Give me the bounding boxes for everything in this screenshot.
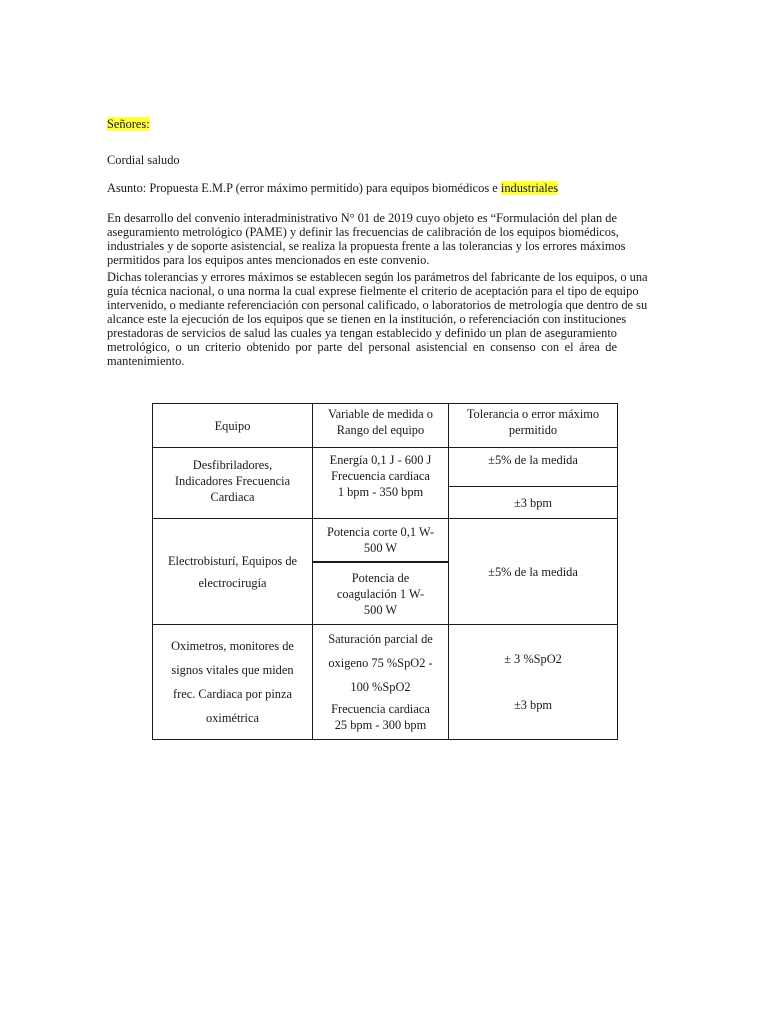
row2-variable-text: Potencia de: [351, 570, 410, 585]
row3-equipo-text: oximétrica: [206, 711, 259, 725]
header-tolerancia-text: Tolerancia o error máximo: [466, 407, 600, 421]
row2-variable-text: 500 W: [363, 541, 398, 555]
row2-equipo-text: electrocirugía: [198, 575, 267, 590]
row3-variable-text: Frecuencia cardiaca: [331, 702, 430, 716]
row3-variable: [313, 625, 448, 739]
row1-equipo: [153, 448, 312, 514]
row1-equipo-text: Indicadores Frecuencia: [174, 474, 291, 488]
header-equipo-text: Equipo: [214, 418, 251, 433]
row1-tolerancia-b: [449, 487, 617, 518]
row1-variable: [313, 448, 448, 510]
tolerance-table: [152, 403, 618, 740]
paragraph-2-line: intervenido, o mediante referenciación con personal calificado, o laboratorios de metrología que dentro de su: [107, 298, 648, 312]
row2-variable-b: [313, 563, 448, 624]
row1-variable-text: Energía 0,1 J - 600 J: [329, 453, 432, 467]
row1-variable-text: 1 bpm - 350 bpm: [337, 485, 424, 499]
paragraph-2: [107, 270, 648, 368]
salutation: [107, 117, 150, 132]
row1-tolerancia-a: [449, 448, 617, 476]
paragraph-2-line: alcance este la ejecución de los equipos que se tienen en la institución, o referenciación con instituciones: [107, 312, 627, 326]
row1-variable-text: Frecuencia cardiaca: [331, 469, 430, 483]
paragraph-1-line: aseguramiento metrológico (PAME) y definir las frecuencias de calibración de los equipos biomédicos,: [107, 225, 619, 239]
subject-line: [107, 181, 558, 196]
row3-equipo-text: frec. Cardiaca por pinza: [172, 687, 293, 701]
paragraph-2-line: mantenimiento.: [107, 354, 185, 368]
header-variable-text: Rango del equipo: [336, 423, 425, 437]
paragraph-2-line: guía técnica nacional, o una norma la cual exprese fielmente el criterio de aceptación para el tipo de equipo: [107, 284, 639, 298]
row2-tolerancia-text: ±5% de la medida: [488, 564, 578, 579]
row1-tolerancia-text: ±5% de la medida: [488, 453, 578, 467]
row2-variable-text: coagulación 1 W-: [336, 586, 425, 601]
row1-equipo-text: Desfibriladores,: [192, 458, 273, 472]
row3-tolerancia: [449, 625, 617, 739]
paragraph-1-line: permitidos para los equipos antes mencionados en este convenio.: [107, 253, 430, 267]
row3-variable-b: [331, 701, 430, 733]
row2-equipo-text: Electrobisturí, Equipos de: [167, 553, 298, 568]
paragraph-2-line: metrológico, o un criterio obtenido por parte del personal asistencial en consenso con el área de: [107, 340, 617, 354]
subject-highlight: industriales: [500, 181, 559, 195]
header-tolerancia-text: permitido: [508, 423, 558, 437]
row3-variable-text: 25 bpm - 300 bpm: [334, 718, 427, 732]
row3-equipo-text: Oximetros, monitores de: [171, 639, 294, 653]
row3-equipo-text: signos vitales que miden: [171, 663, 294, 677]
row3-variable-a: [328, 627, 433, 699]
row3-tolerancia-text: ± 3 %SpO2: [504, 652, 562, 666]
paragraph-2-line: Dichas tolerancias y errores máximos se establecen según los parámetros del fabricante de los equipos, o una: [107, 270, 648, 284]
greeting: Cordial saludo: [107, 153, 180, 167]
subject-prefix: Asunto: Propuesta E.M.P (error máximo permitido) para equipos biomédicos e: [107, 181, 501, 195]
header-variable-text: Variable de medida o: [328, 407, 433, 421]
row3-variable-text: Saturación parcial de: [328, 632, 433, 646]
row2-variable-a: [313, 519, 448, 561]
salutation-text: Señores:: [107, 117, 150, 131]
paragraph-2-line: prestadoras de servicios de salud las cuales ya tengan establecido y definido un plan de aseguramiento: [107, 326, 617, 340]
paragraph-1-line: industriales y de soporte asistencial, se realiza la propuesta frente a las tolerancias y los errores máximos: [107, 239, 626, 253]
row1-equipo-text: Cardiaca: [210, 490, 255, 504]
header-equipo: [153, 404, 312, 447]
paragraph-1: [107, 211, 626, 267]
header-tolerancia: [449, 404, 617, 442]
row3-variable-text: oxigeno 75 %SpO2 -: [328, 656, 433, 670]
row2-variable-text: 500 W: [363, 602, 398, 617]
paragraph-1-line: En desarrollo del convenio interadministrativo N° 01 de 2019 cuyo objeto es “Formulación del plan de: [107, 211, 617, 225]
row2-equipo: [153, 519, 312, 624]
row3-equipo: [153, 625, 312, 739]
row3-tolerancia-text: ±3 bpm: [513, 698, 553, 712]
row2-tolerancia: [449, 519, 617, 624]
row3-variable-text: 100 %SpO2: [350, 680, 411, 694]
header-variable: [313, 404, 448, 442]
row1-tolerancia-text: ±3 bpm: [513, 495, 553, 510]
row2-variable-text: Potencia corte 0,1 W-: [326, 525, 435, 539]
